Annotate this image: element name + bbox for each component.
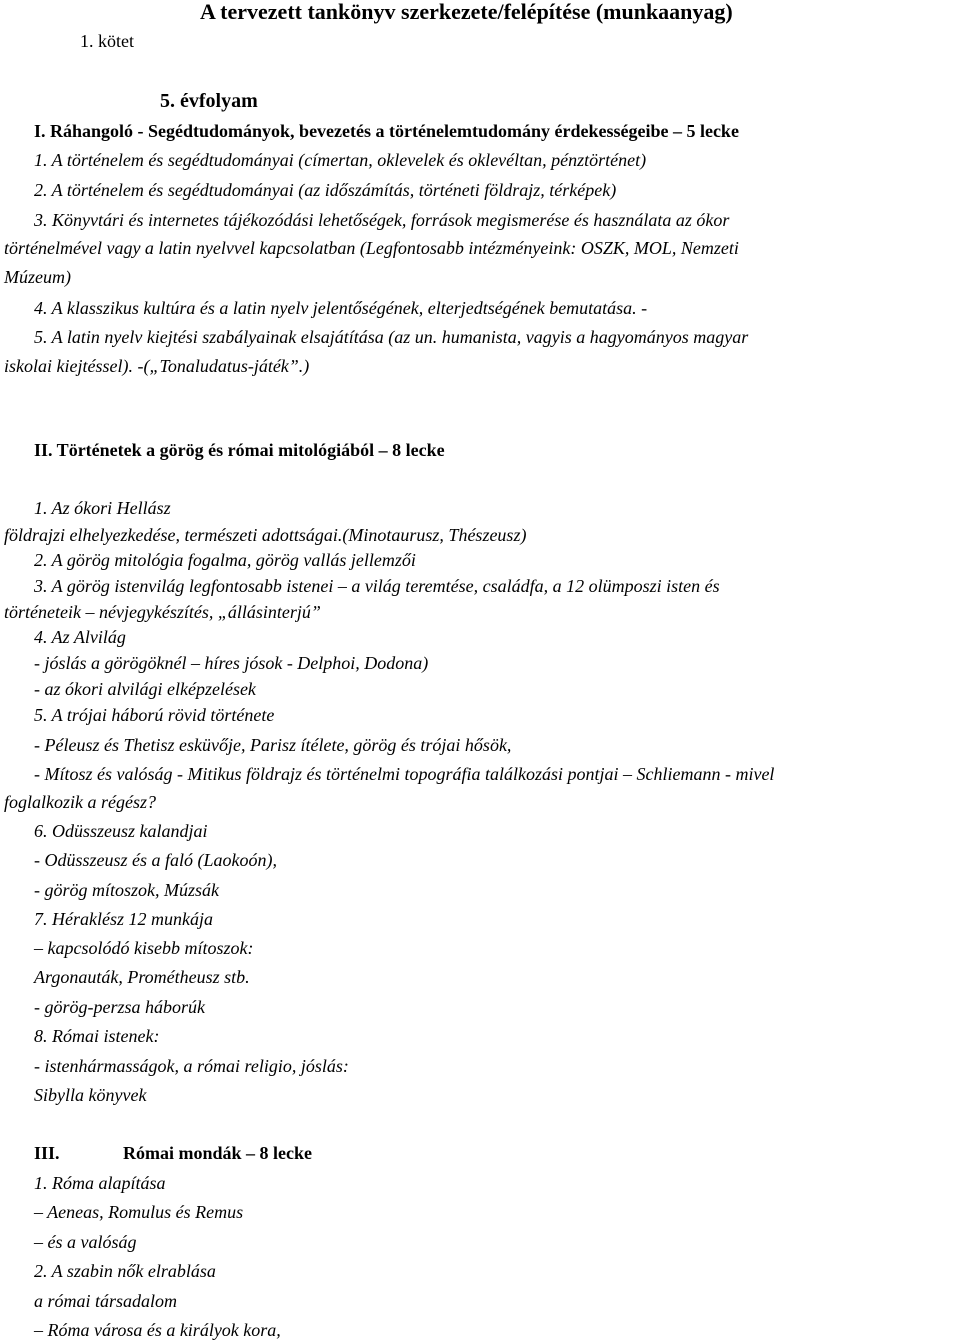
section-1-item: Múzeum) — [4, 267, 71, 287]
section-2-item: - Péleusz és Thetisz esküvője, Parisz ítélete, görög és trójai hősök, — [34, 735, 512, 755]
section-3-heading: Római mondák – 8 lecke — [123, 1143, 312, 1163]
section-2-item: történeteik – névjegykészítés, „állásinterjú” — [4, 602, 321, 622]
section-2-item: Sibylla könyvek — [34, 1085, 147, 1105]
section-2-item: - görög mítoszok, Múzsák — [34, 880, 219, 900]
section-2-item: foglalkozik a régész? — [4, 792, 156, 812]
section-3-item: – és a valóság — [34, 1232, 137, 1252]
section-1-item: 4. A klasszikus kultúra és a latin nyelv jelentőségének, elterjedtségének bemutatása. - — [34, 298, 648, 318]
section-2-item: - Odüsszeusz és a faló (Laokoón), — [34, 850, 277, 870]
section-2-item: 5. A trójai háború rövid története — [34, 705, 275, 725]
section-1-item: 3. Könyvtári és internetes tájékozódási lehetőségek, források megismerése és használata az ókor — [34, 210, 730, 230]
section-2-item: 7. Héraklész 12 munkája — [34, 909, 213, 929]
section-1-item: iskolai kiejtéssel). -(„Tonaludatus-játék”.) — [4, 356, 310, 376]
section-2-item: - istenhármasságok, a római religio, jóslás: — [34, 1056, 349, 1076]
section-1-item: 1. A történelem és segédtudományai (címertan, oklevelek és oklevéltan, pénztörténet) — [34, 150, 647, 170]
section-3-item: a római társadalom — [34, 1291, 178, 1311]
volume-label: 1. kötet — [80, 31, 134, 51]
section-2-item: 4. Az Alvilág — [34, 627, 126, 647]
section-1-item: 5. A latin nyelv kiejtési szabályainak elsajátítása (az un. humanista, vagyis a hagyományos magyar — [34, 327, 749, 347]
section-2-item: – kapcsolódó kisebb mítoszok: — [34, 938, 254, 958]
section-2-item: 1. Az ókori Hellász — [34, 498, 171, 518]
section-2-item: - jóslás a görögöknél – híres jósok - Delphoi, Dodona) — [34, 653, 429, 673]
section-2-item: Argonauták, Prométheusz stb. — [34, 967, 250, 987]
section-2-item: 8. Római istenek: — [34, 1026, 160, 1046]
section-2-item: 2. A görög mitológia fogalma, görög vallás jellemzői — [34, 550, 416, 570]
section-2-item: 6. Odüsszeusz kalandjai — [34, 821, 208, 841]
section-3-number: III. — [34, 1143, 60, 1163]
section-3-item: 2. A szabin nők elrablása — [34, 1261, 216, 1281]
section-2-heading: II. Történetek a görög és római mitológiából – 8 lecke — [34, 440, 445, 460]
section-2-item: 3. A görög istenvilág legfontosabb istenei – a világ teremtése, családfa, a 12 olümposzi isten és — [34, 576, 720, 596]
section-3-item: – Róma városa és a királyok kora, — [34, 1320, 281, 1340]
section-3-item: – Aeneas, Romulus és Remus — [34, 1202, 244, 1222]
document-title: A tervezett tankönyv szerkezete/felépítése (munkaanyag) — [200, 0, 733, 24]
section-2-item: - Mítosz és valóság - Mitikus földrajz és történelmi topográfia találkozási pontjai – Schliemann - mivel — [34, 764, 775, 784]
section-1-heading: I. Ráhangoló - Segédtudományok, bevezetés a történelemtudomány érdekességeibe – 5 lecke — [34, 121, 739, 141]
section-3-item: 1. Róma alapítása — [34, 1173, 166, 1193]
section-2-item: - görög-perzsa háborúk — [34, 997, 205, 1017]
grade-heading: 5. évfolyam — [160, 90, 258, 112]
section-1-item: 2. A történelem és segédtudományai (az időszámítás, történeti földrajz, térképek) — [34, 180, 617, 200]
section-1-item: történelmével vagy a latin nyelvvel kapcsolatban (Legfontosabb intézményeink: OSZK, MOL, Nemzeti — [4, 238, 739, 258]
section-2-item: földrajzi elhelyezkedése, természeti adottságai.(Minotaurusz, Thészeusz) — [4, 525, 527, 545]
section-2-item: - az ókori alvilági elképzelések — [34, 679, 256, 699]
